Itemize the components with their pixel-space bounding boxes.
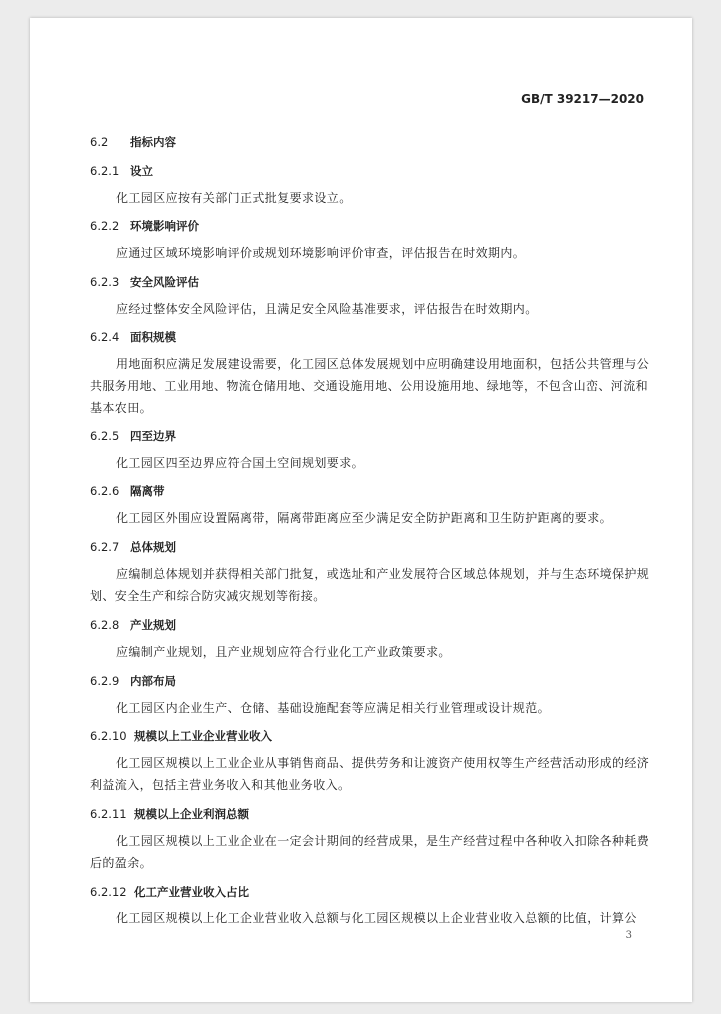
section-text-6-2-4: 用地面积应满足发展建设需要，化工园区总体发展规划中应明确建设用地面积，包括公共管理与公共服务用地、工业用地、物流仓储用地、交通设施用地、公用设施用地、绿地等，不包含山峦、河流和基本农田。: [90, 357, 650, 415]
section-number: 6.2.1: [90, 164, 120, 178]
section-title: 环境影响评价: [130, 219, 199, 233]
section-heading-6-2-1: [90, 163, 153, 179]
section-title: 总体规划: [130, 540, 176, 554]
section-number: 6.2.8: [90, 618, 120, 632]
section-heading-6-2-10: [90, 728, 272, 744]
section-number: 6.2.12: [90, 885, 127, 899]
section-heading-6-2-4: [90, 329, 176, 345]
section-title: 化工产业营业收入占比: [134, 885, 249, 899]
section-heading-6-2-12: [90, 884, 249, 900]
document-page: [30, 18, 692, 1002]
page-number: 3: [625, 930, 632, 941]
section-title: 四至边界: [130, 429, 176, 443]
section-title: 指标内容: [130, 135, 176, 149]
section-heading-6-2-7: [90, 539, 176, 555]
section-text-6-2-9: 化工园区内企业生产、仓储、基础设施配套等应满足相关行业管理或设计规范。: [116, 701, 551, 715]
section-text-6-2-8: 应编制产业规划，且产业规划应符合行业化工产业政策要求。: [116, 645, 451, 659]
section-text-6-2-1: 化工园区应按有关部门正式批复要求设立。: [116, 191, 352, 205]
section-number: 6.2.2: [90, 219, 120, 233]
section-text-6-2-2: 应通过区域环境影响评价或规划环境影响评价审查，评估报告在时效期内。: [116, 246, 526, 260]
standard-code: GB/T 39217—2020: [521, 92, 644, 106]
section-text-6-2-10: 化工园区规模以上工业企业从事销售商品、提供劳务和让渡资产使用权等生产经营活动形成的经济利益流入，包括主营业务收入和其他业务收入。: [90, 756, 650, 792]
section-text-6-2-3: 应经过整体安全风险评估，且满足安全风险基准要求，评估报告在时效期内。: [116, 302, 538, 316]
section-heading-6-2-11: [90, 806, 249, 822]
section-number: 6.2.11: [90, 807, 127, 821]
section-title: 安全风险评估: [130, 275, 199, 289]
section-heading-6-2-8: [90, 617, 176, 633]
section-heading-6-2-2: [90, 218, 199, 234]
section-heading-6-2-9: [90, 673, 176, 689]
section-text-6-2-7: 应编制总体规划并获得相关部门批复，或选址和产业发展符合区域总体规划，并与生态环境保护规划、安全生产和综合防灾减灾规划等衔接。: [90, 567, 650, 603]
section-heading-6-2-3: [90, 274, 199, 290]
section-number: 6.2.10: [90, 729, 127, 743]
section-title: 规模以上工业企业营业收入: [134, 729, 272, 743]
section-title: 设立: [130, 164, 153, 178]
section-title: 产业规划: [130, 618, 176, 632]
section-heading-6-2-6: [90, 483, 165, 499]
section-number: 6.2.4: [90, 330, 120, 344]
section-number: 6.2.5: [90, 429, 120, 443]
section-title: 规模以上企业利润总额: [134, 807, 249, 821]
section-number: 6.2: [90, 135, 109, 149]
section-text-6-2-5: 化工园区四至边界应符合国土空间规划要求。: [116, 456, 365, 470]
section-text-6-2-11: 化工园区规模以上工业企业在一定会计期间的经营成果，是生产经营过程中各种收入扣除各种耗费后的盈余。: [90, 834, 650, 870]
section-heading-6-2: [90, 134, 176, 150]
section-number: 6.2.9: [90, 674, 120, 688]
section-title: 面积规模: [130, 330, 176, 344]
section-number: 6.2.3: [90, 275, 120, 289]
section-text-6-2-6: 化工园区外围应设置隔离带，隔离带距离应至少满足安全防护距离和卫生防护距离的要求。: [116, 511, 613, 525]
section-number: 6.2.7: [90, 540, 120, 554]
section-title: 隔离带: [130, 484, 165, 498]
section-text-6-2-12: 化工园区规模以上化工企业营业收入总额与化工园区规模以上企业营业收入总额的比值，计算公: [116, 911, 637, 925]
section-number: 6.2.6: [90, 484, 120, 498]
section-heading-6-2-5: [90, 428, 176, 444]
section-title: 内部布局: [130, 674, 176, 688]
